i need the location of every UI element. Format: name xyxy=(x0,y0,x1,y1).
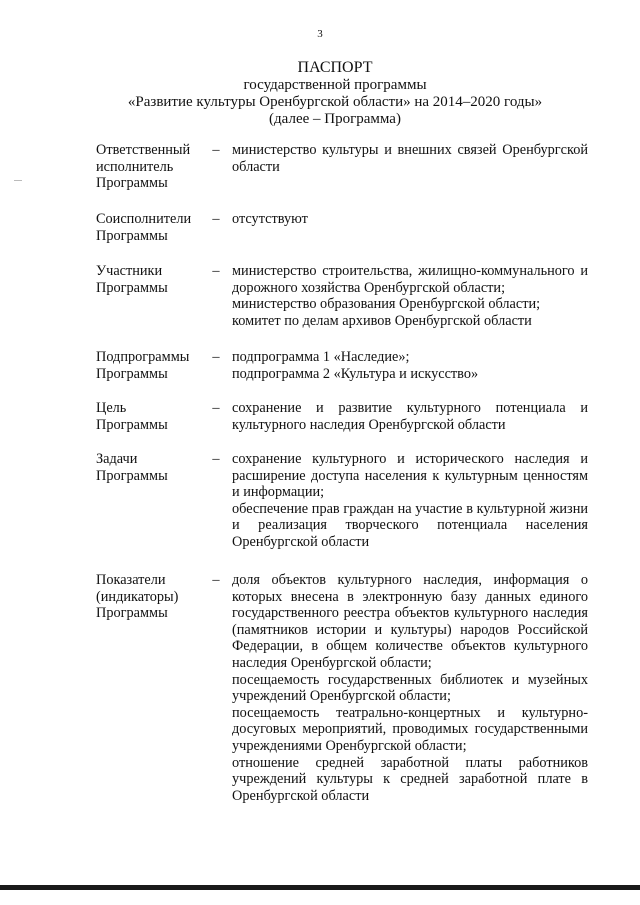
section-content xyxy=(232,572,588,804)
section-content xyxy=(232,263,588,329)
section-paragraph: министерство культуры и внешних связей Оренбургской области xyxy=(232,142,588,175)
section-paragraph: сохранение культурного и исторического наследия и расширение доступа населения к культурным ценностям и информации; xyxy=(232,451,588,501)
section-paragraph: подпрограмма 1 «Наследие»; xyxy=(232,349,410,365)
section-content xyxy=(232,451,588,551)
section-content xyxy=(232,400,588,433)
page-number: 3 xyxy=(317,28,323,40)
section-paragraph: посещаемость государственных библиотек и музейных учреждений Оренбургской области; xyxy=(232,671,588,705)
section-label: Цель Программы xyxy=(96,400,168,433)
section-paragraph: министерство образования Оренбургской области; xyxy=(232,296,541,313)
document-title: ПАСПОРТ xyxy=(297,59,373,76)
section-paragraph: отсутствуют xyxy=(232,211,308,227)
section-label: Соисполнители Программы xyxy=(96,211,192,244)
section-dash: – xyxy=(212,142,220,158)
section-paragraph: обеспечение прав граждан на участие в культурной жизни и реализация творческого потенциала населения Оренбургской области xyxy=(232,500,588,550)
section-dash: – xyxy=(212,211,220,227)
section-label: Ответственный исполнитель Программы xyxy=(96,142,191,192)
section-paragraph: посещаемость театрально-концертных и культурно-досуговых мероприятий, проводимых государственными учреждениями Оренбургской области; xyxy=(232,704,588,754)
page-bottom-rule xyxy=(0,885,640,890)
section-content xyxy=(232,142,588,175)
section-label: Подпрограммы Программы xyxy=(96,349,190,382)
section-paragraph: подпрограмма 2 «Культура и искусство» xyxy=(232,365,479,382)
section-label: Показатели (индикаторы) Программы xyxy=(96,572,179,622)
section-content xyxy=(232,211,588,228)
section-paragraph: доля объектов культурного наследия, информация о которых внесена в электронную базу данных единого государственного реестра объектов культурного наследия (памятников истории и культуры) народов Российской Федерации, в общем количестве объектов культурного наследия Оренбургской области; xyxy=(232,572,588,671)
section-paragraph: комитет по делам архивов Оренбургской области xyxy=(232,312,532,329)
program-name: «Развитие культуры Оренбургской области» на 2014–2020 годы» xyxy=(127,94,543,110)
section-paragraph: сохранение и развитие культурного потенциала и культурного наследия Оренбургской области xyxy=(232,400,588,433)
section-dash: – xyxy=(212,572,220,588)
section-dash: – xyxy=(212,451,220,467)
section-label: Участники Программы xyxy=(96,263,168,296)
section-content xyxy=(232,349,588,382)
section-dash: – xyxy=(212,349,220,365)
section-paragraph: отношение средней заработной платы работников учреждений культуры к средней заработной плате в Оренбургской области xyxy=(232,754,588,804)
program-alias: (далее – Программа) xyxy=(269,111,401,127)
document-subtitle: государственной программы xyxy=(243,77,427,93)
section-dash: – xyxy=(212,400,220,416)
section-paragraph: министерство строительства, жилищно-коммунального и дорожного хозяйства Оренбургской области; xyxy=(232,263,588,296)
passport-header xyxy=(60,58,610,128)
margin-mark xyxy=(14,180,22,181)
section-dash: – xyxy=(212,263,220,279)
section-label: Задачи Программы xyxy=(96,451,168,484)
